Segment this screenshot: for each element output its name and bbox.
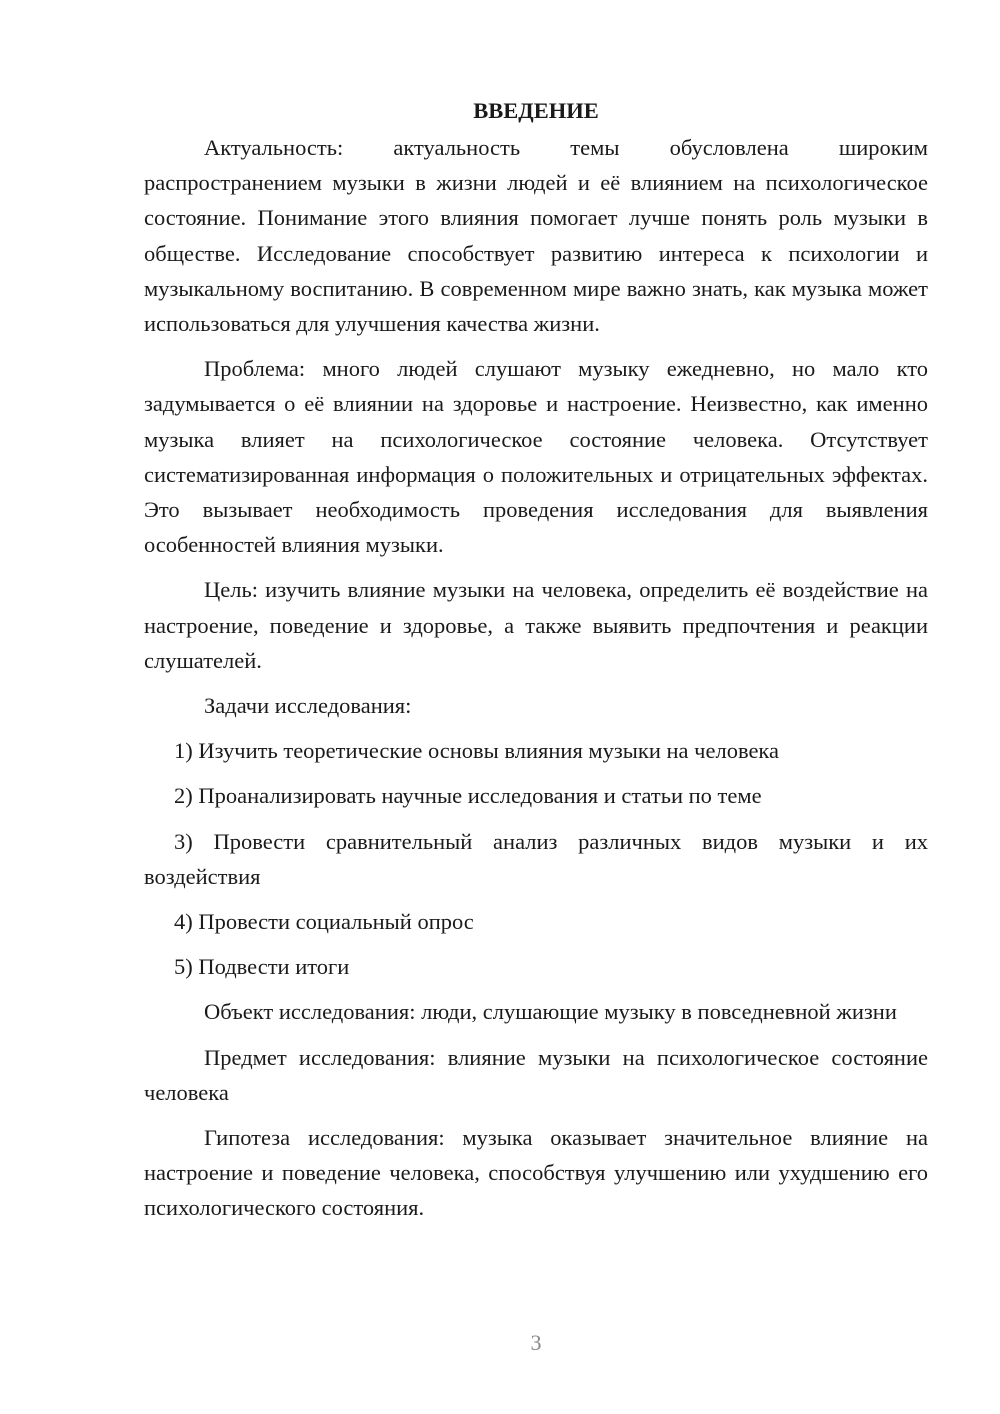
task-item: 2) Проанализировать научные исследования и статьи по теме [174, 783, 762, 809]
goal-paragraph: Цель: изучить влияние музыки на человека, определить её воздействие на настроение, поведение и здоровье, а также выявить предпочтения и реакции слушателей. [144, 577, 928, 673]
document-page [144, 92, 928, 1226]
task-item: 5) Подвести итоги [174, 954, 350, 980]
task-item: 1) Изучить теоретические основы влияния музыки на человека [174, 738, 780, 764]
hypothesis-paragraph: Гипотеза исследования: музыка оказывает значительное влияние на настроение и поведение человека, способствуя улучшению или ухудшению его психологического состояния. [144, 1125, 928, 1221]
task-item: 3) Провести сравнительный анализ различных видов музыки и их воздействия [144, 828, 928, 889]
relevance-paragraph: Актуальность: актуальность темы обусловлена широким распространением музыки в жизни людей и её влиянием на психологическое состояние. Понимание этого влияния помогает лучше понять роль музыки в обществе. Исследование способствует развитию интереса к психологии и музыкальному воспитанию. В современном мире важно знать, как музыка может использоваться для улучшения качества жизни. [144, 135, 928, 337]
problem-paragraph: Проблема: много людей слушают музыку ежедневно, но мало кто задумывается о её влиянии на здоровье и настроение. Неизвестно, как именно музыка влияет на психологическое состояние человека. Отсутствует систематизированная информация о положительных и отрицательных эффектах. Это вызывает необходимость проведения исследования для выявления особенностей влияния музыки. [144, 356, 928, 558]
subject-paragraph: Предмет исследования: влияние музыки на психологическое состояние человека [144, 1044, 928, 1105]
page-number: 3 [530, 1330, 542, 1355]
object-paragraph: Объект исследования: люди, слушающие музыку в повседневной жизни [204, 999, 897, 1025]
tasks-heading: Задачи исследования: [204, 693, 412, 719]
page-title: ВВЕДЕНИЕ [473, 98, 599, 123]
task-item: 4) Провести социальный опрос [174, 909, 474, 935]
